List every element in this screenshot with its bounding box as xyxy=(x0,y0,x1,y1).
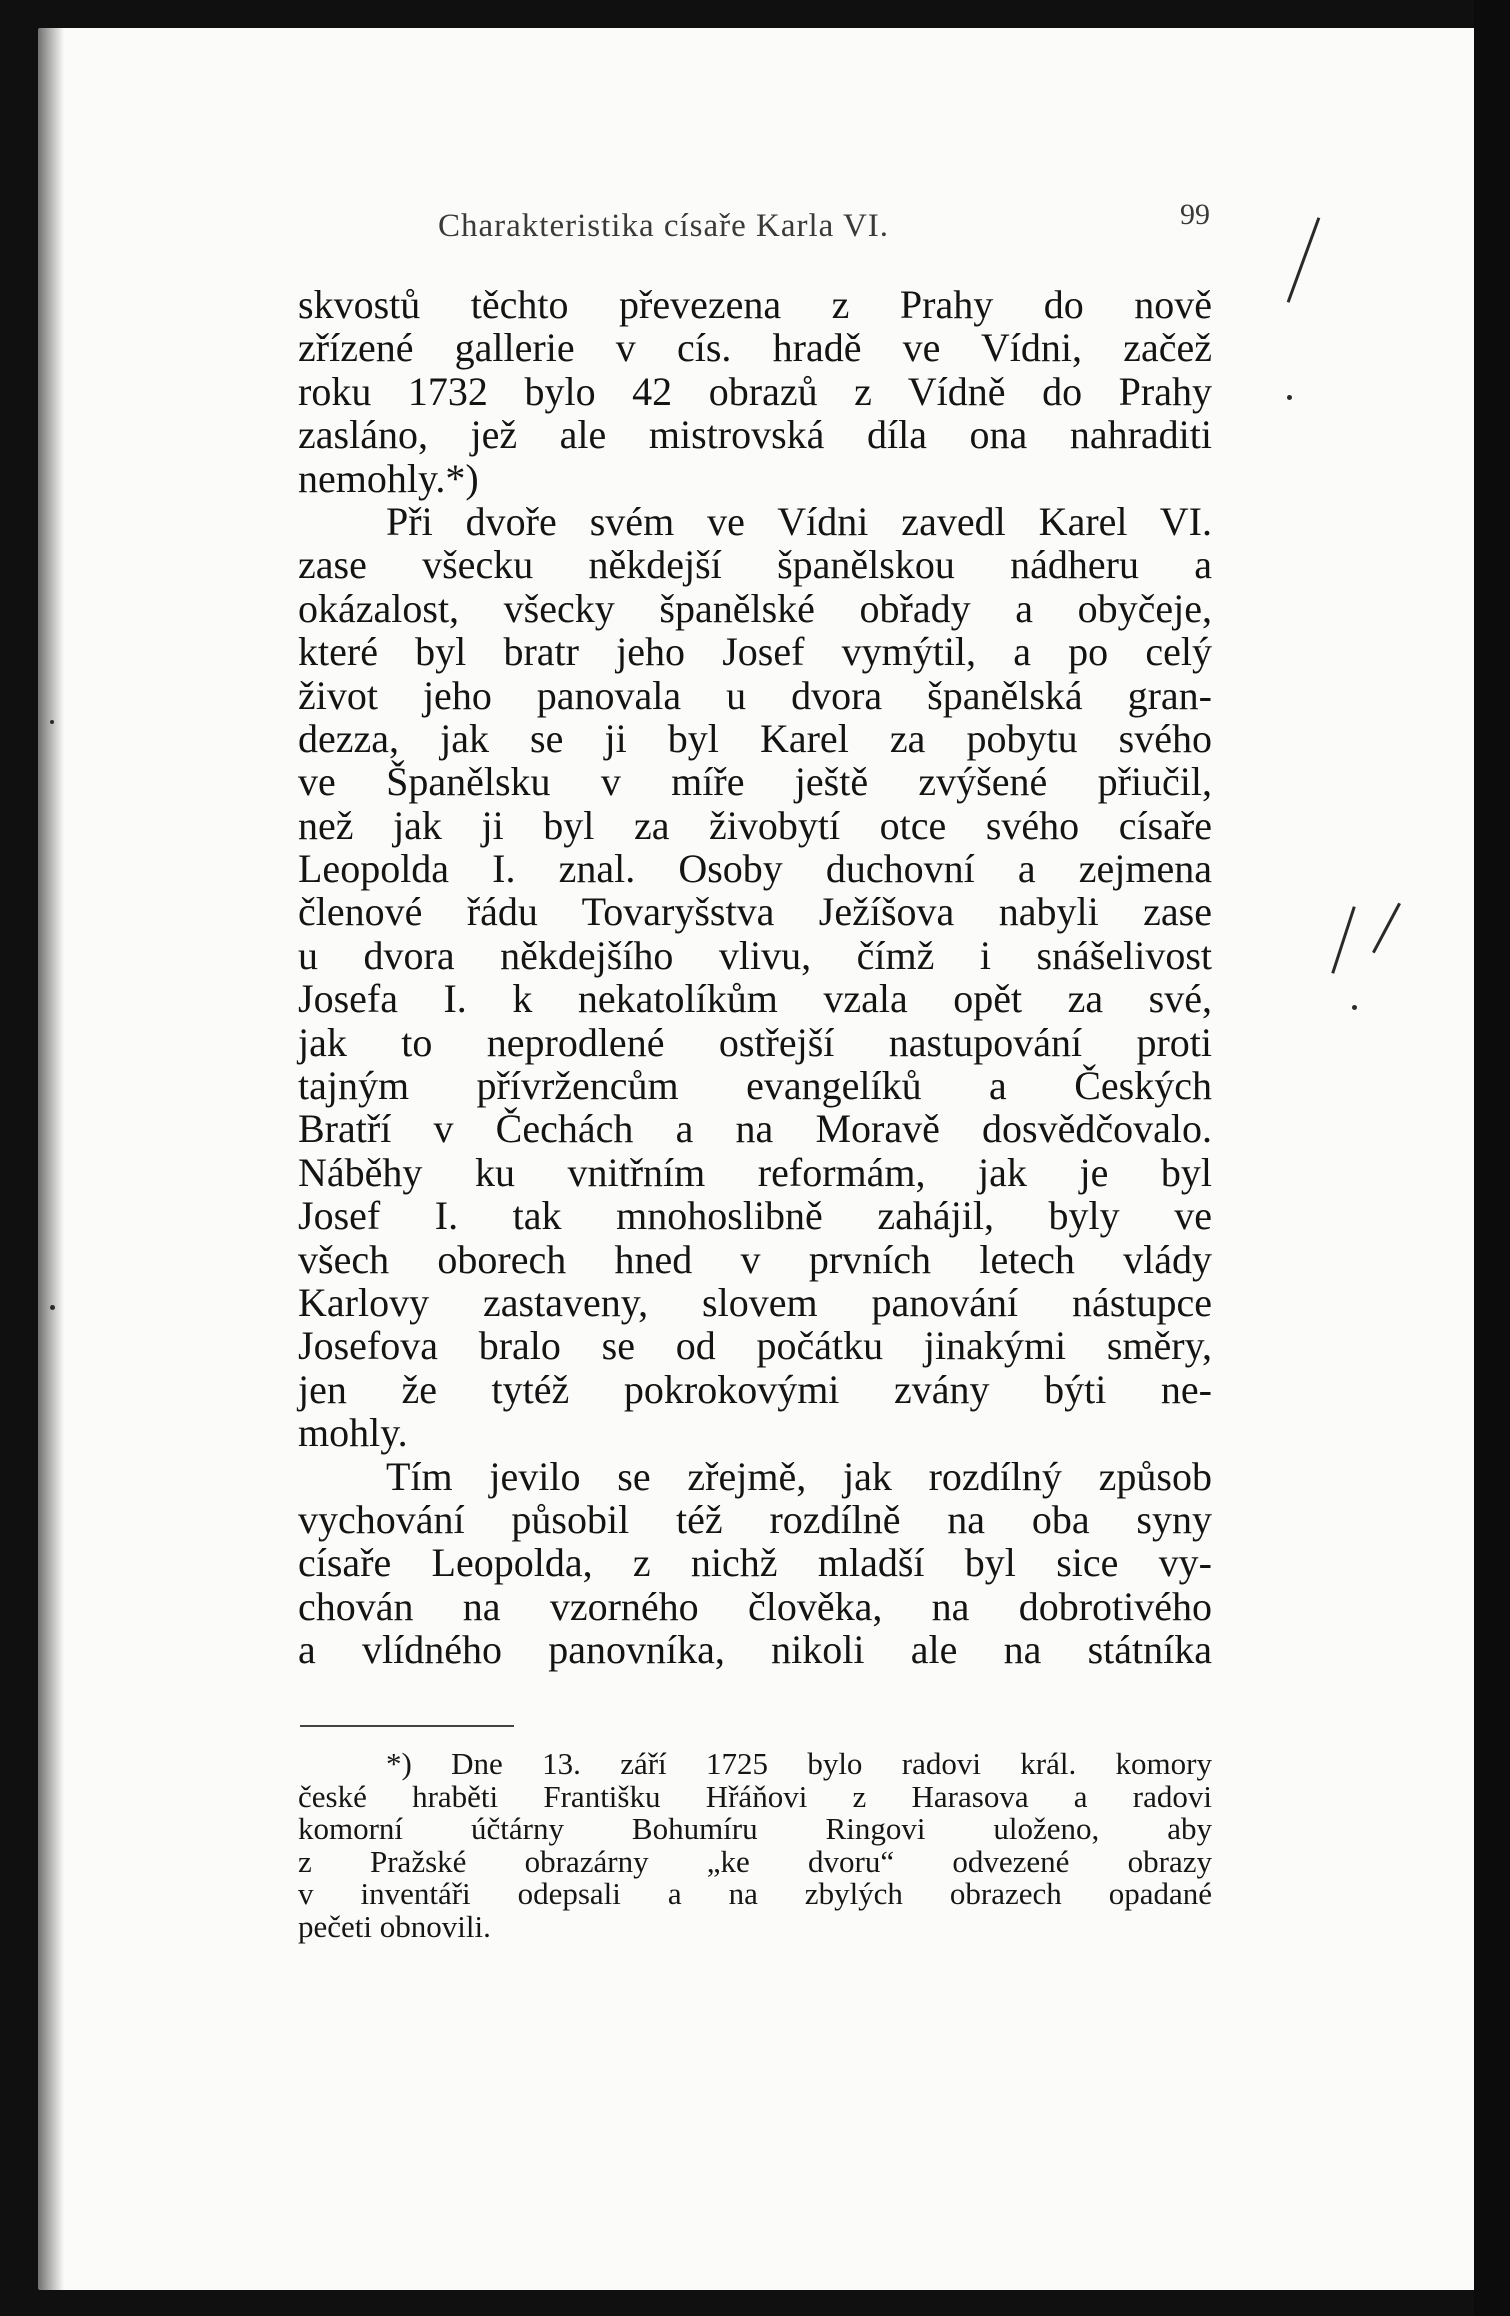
binding-shadow xyxy=(38,28,64,2290)
footnote-line: české hraběti Františku Hřáňovi z Harasova a radovi xyxy=(298,1778,1212,1814)
footnote-line: *) Dne 13. září 1725 bylo radovi král. komory xyxy=(386,1746,1212,1781)
text-line: a vlídného panovníka, nikoli ale na státníka xyxy=(298,1627,1212,1673)
text-line: Karlovy zastaveny, slovem panování nástupce xyxy=(298,1279,1212,1325)
speck-mark xyxy=(1287,395,1292,400)
footnote-line: v inventáři odepsali a na zbylých obrazech opadané xyxy=(298,1876,1212,1911)
text-line: vychování působil též rozdílně na oba syny xyxy=(298,1496,1212,1542)
text-line: u dvora někdejšího vlivu, čímž i snášelivost xyxy=(298,932,1212,978)
text-line: nemohly.*) xyxy=(298,455,479,501)
text-line: které byl bratr jeho Josef vymýtil, a po celý xyxy=(298,629,1212,675)
text-line: zřízené gallerie v cís. hradě ve Vídni, začež xyxy=(298,325,1212,371)
text-line: Josef I. tak mnohoslibně zahájil, byly ve xyxy=(298,1193,1212,1239)
text-line: Bratří v Čechách a na Moravě dosvědčovalo. xyxy=(298,1106,1212,1152)
footnote-block xyxy=(298,1748,1212,1943)
text-line: jen že tytéž pokrokovými zvány býti ne- xyxy=(298,1366,1212,1412)
body-text xyxy=(298,283,1212,1672)
footnote-rule xyxy=(300,1725,514,1727)
text-line: ve Španělsku v míře ještě zvýšené přiučil, xyxy=(298,759,1212,805)
scan-border xyxy=(1474,0,1510,2316)
speck-mark xyxy=(50,1305,55,1310)
text-line: členové řádu Tovaryšstva Ježíšova nabyli zase xyxy=(298,889,1212,935)
text-line: roku 1732 bylo 42 obrazů z Vídně do Prahy xyxy=(298,368,1212,414)
text-line: Náběhy ku vnitřním reformám, jak je byl xyxy=(298,1149,1212,1195)
speck-mark xyxy=(1352,1005,1357,1010)
text-line: skvostů těchto převezena z Prahy do nově xyxy=(298,282,1212,327)
text-line: než jak ji byl za živobytí otce svého císaře xyxy=(298,802,1212,848)
text-line: okázalost, všecky španělské obřady a obyčeje, xyxy=(298,585,1212,631)
text-line: tajným přívržencům evangelíků a Českých xyxy=(298,1063,1212,1109)
text-line: Tím jevilo se zřejmě, jak rozdílný způsob xyxy=(386,1453,1212,1499)
speck-mark xyxy=(50,720,54,724)
page-number: 99 xyxy=(1180,198,1210,231)
text-line: císaře Leopolda, z nichž mladší byl sice vy- xyxy=(298,1540,1212,1586)
running-head: Charakteristika císaře Karla VI. xyxy=(438,208,890,244)
footnote-line: pečeti obnovili. xyxy=(298,1908,491,1944)
footnote-line: komorní účtárny Bohumíru Ringovi uloženo, aby xyxy=(298,1811,1212,1846)
text-line: Při dvoře svém ve Vídni zavedl Karel VI. xyxy=(386,498,1212,544)
text-line: mohly. xyxy=(298,1410,408,1456)
text-line: dezza, jak se ji byl Karel za pobytu svého xyxy=(298,715,1212,761)
text-line: Josefa I. k nekatolíkům vzala opět za své, xyxy=(298,976,1212,1022)
text-line: chován na vzorného člověka, na dobrotivého xyxy=(298,1583,1212,1629)
page-header xyxy=(300,198,1210,258)
text-line: Josefova bralo se od počátku jinakými směry, xyxy=(298,1323,1212,1369)
text-line: všech oborech hned v prvních letech vlády xyxy=(298,1236,1212,1282)
text-line: zase všecku někdejší španělskou nádheru a xyxy=(298,542,1212,588)
text-line: Leopolda I. znal. Osoby duchovní a zejmena xyxy=(298,846,1212,892)
footnote-line: z Pražské obrazárny „ke dvoru“ odvezené obrazy xyxy=(298,1843,1212,1879)
text-line: život jeho panovala u dvora španělská gran- xyxy=(298,672,1212,718)
text-line: zasláno, jež ale mistrovská díla ona nahraditi xyxy=(298,412,1212,458)
text-line: jak to neprodlené ostřejší nastupování proti xyxy=(298,1019,1212,1065)
